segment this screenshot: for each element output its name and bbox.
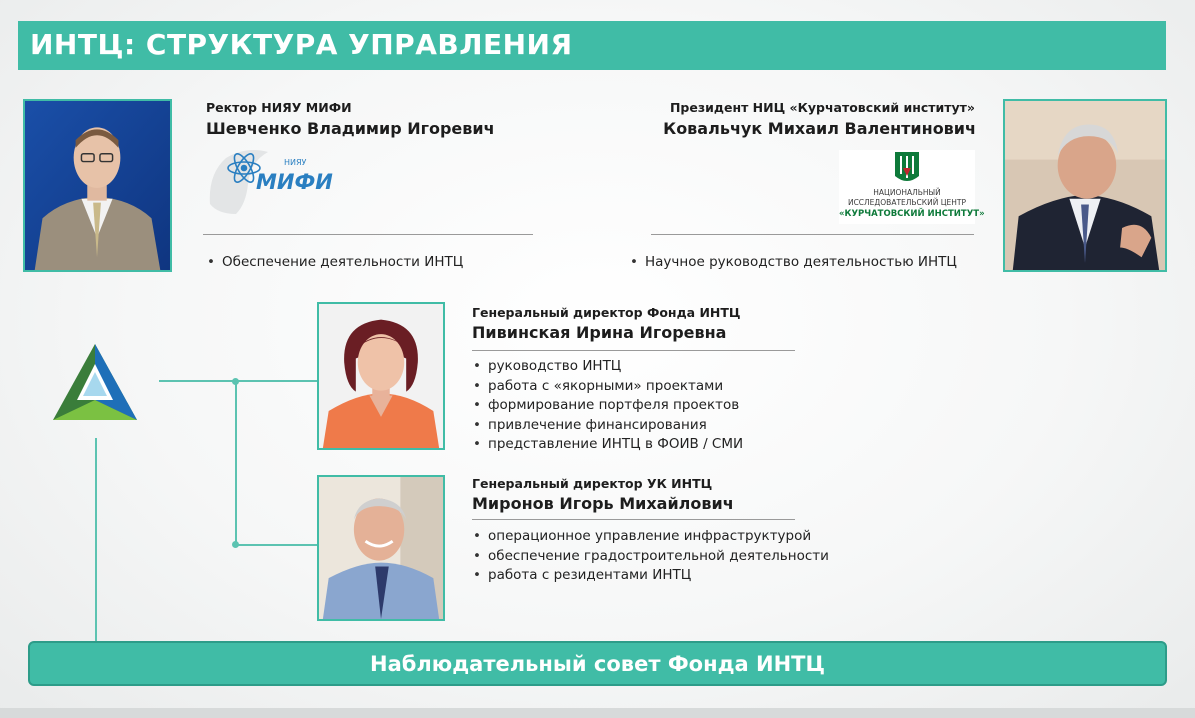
list-item: • операционное управление инфраструктурой	[471, 527, 829, 547]
uk-director-name: Миронов Игорь Михайлович	[472, 494, 734, 513]
uk-director-photo	[317, 475, 445, 621]
kurchatov-line3: «КУРЧАТОВСКИЙ ИНСТИТУТ»	[839, 209, 985, 219]
fund-director-duties	[471, 357, 743, 455]
kurchatov-line1: НАЦИОНАЛЬНЫЙ	[873, 188, 941, 197]
list-item: • работа с «якорными» проектами	[471, 377, 743, 397]
list-item: • Научное руководство деятельностью ИНТЦ	[628, 253, 957, 272]
rector-duties	[205, 253, 463, 272]
mifi-logo-big: МИФИ	[256, 170, 333, 194]
kurchatov-logo	[839, 150, 985, 224]
kurchatov-line2: ИССЛЕДОВАТЕЛЬСКИЙ ЦЕНТР	[847, 198, 967, 207]
rector-photo	[23, 99, 172, 272]
connector-dot	[232, 541, 239, 548]
connector-vertical	[235, 381, 237, 545]
rector-divider	[203, 234, 533, 235]
page-title: ИНТЦ: СТРУКТУРА УПРАВЛЕНИЯ	[30, 28, 573, 61]
fund-director-role: Генеральный директор Фонда ИНТЦ	[472, 305, 741, 320]
supervisory-council-bar	[28, 641, 1167, 686]
triangle-logo-icon	[51, 342, 139, 422]
connector-dot	[232, 378, 239, 385]
uk-director-role: Генеральный директор УК ИНТЦ	[472, 476, 713, 491]
list-item: • обеспечение градостроительной деятельности	[471, 547, 829, 567]
uk-director-divider	[472, 519, 795, 520]
list-item: • работа с резидентами ИНТЦ	[471, 566, 829, 586]
president-role: Президент НИЦ «Курчатовский институт»	[669, 100, 975, 115]
list-item: • Обеспечение деятельности ИНТЦ	[205, 253, 463, 272]
connector-lower	[235, 544, 317, 546]
fund-director-photo	[317, 302, 445, 450]
fund-director-divider	[472, 350, 795, 351]
intc-logo	[51, 342, 139, 422]
mifi-logo	[206, 144, 333, 216]
president-photo	[1003, 99, 1167, 272]
bottom-strip	[0, 708, 1195, 718]
rector-role: Ректор НИЯУ МИФИ	[206, 100, 352, 115]
mifi-logo-small: НИЯУ	[284, 158, 307, 167]
uk-director-duties	[471, 527, 829, 586]
list-item: • привлечение финансирования	[471, 416, 743, 436]
rector-name: Шевченко Владимир Игоревич	[206, 119, 495, 138]
president-divider	[651, 234, 974, 235]
president-duties	[628, 253, 957, 272]
fund-director-name: Пивинская Ирина Игоревна	[472, 323, 727, 342]
supervisory-council-label: Наблюдательный совет Фонда ИНТЦ	[370, 651, 825, 676]
list-item: • представление ИНТЦ в ФОИВ / СМИ	[471, 435, 743, 455]
title-bar	[18, 21, 1166, 70]
list-item: • руководство ИНТЦ	[471, 357, 743, 377]
president-name: Ковальчук Михаил Валентинович	[663, 119, 976, 138]
list-item: • формирование портфеля проектов	[471, 396, 743, 416]
connector-council	[95, 438, 97, 642]
